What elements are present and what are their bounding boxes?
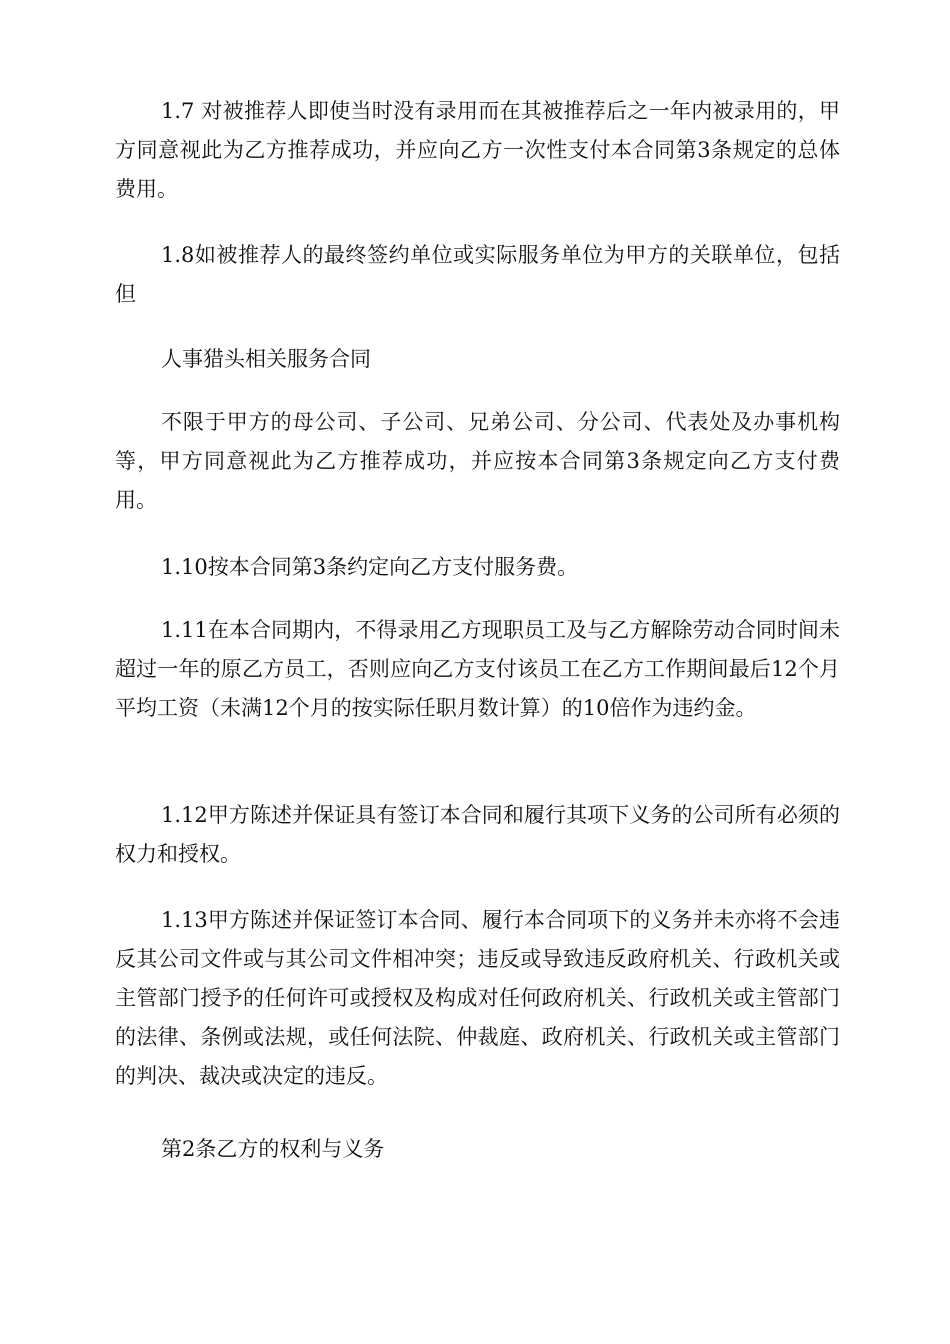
clause-1-8-continued: 不限于甲方的母公司、子公司、兄弟公司、分公司、代表处及办事机构等，甲方同意视此为乙方推荐成功，并应按本合同第3条规定向乙方支付费用。 — [115, 410, 840, 512]
section-2-heading: 第2条乙方的权利与义务 — [161, 1137, 385, 1161]
running-header: 人事猎头相关服务合同 — [161, 347, 371, 371]
clause-1-7: 1.7 对被推荐人即使当时没有录用而在其被推荐后之一年内被录用的，甲方同意视此为乙方推荐成功，并应向乙方一次性支付本合同第3条规定的总体费用。 — [115, 99, 840, 201]
clause-1-11: 1.11在本合同期内，不得录用乙方现职员工及与乙方解除劳动合同时间未超过一年的原乙方员工，否则应向乙方支付该员工在乙方工作期间最后12个月平均工资（未满12个月的按实际任职月数计算）的10倍作为违约金。 — [115, 618, 840, 720]
clause-1-10: 1.10按本合同第3条约定向乙方支付服务费。 — [161, 555, 579, 579]
clause-1-8: 1.8如被推荐人的最终签约单位或实际服务单位为甲方的关联单位，包括但 — [115, 243, 840, 306]
clause-1-13: 1.13甲方陈述并保证签订本合同、履行本合同项下的义务并未亦将不会违反其公司文件或与其公司文件相冲突；违反或导致违反政府机关、行政机关或主管部门授予的任何许可或授权及构成对任何政府机关、行政机关或主管部门的法律、条例或法规，或任何法院、仲裁庭、政府机关、行政机关或主管部门的判决、裁决或决定的违反。 — [115, 908, 840, 1088]
clause-1-12: 1.12甲方陈述并保证具有签订本合同和履行其项下义务的公司所有必须的权力和授权。 — [115, 803, 840, 866]
